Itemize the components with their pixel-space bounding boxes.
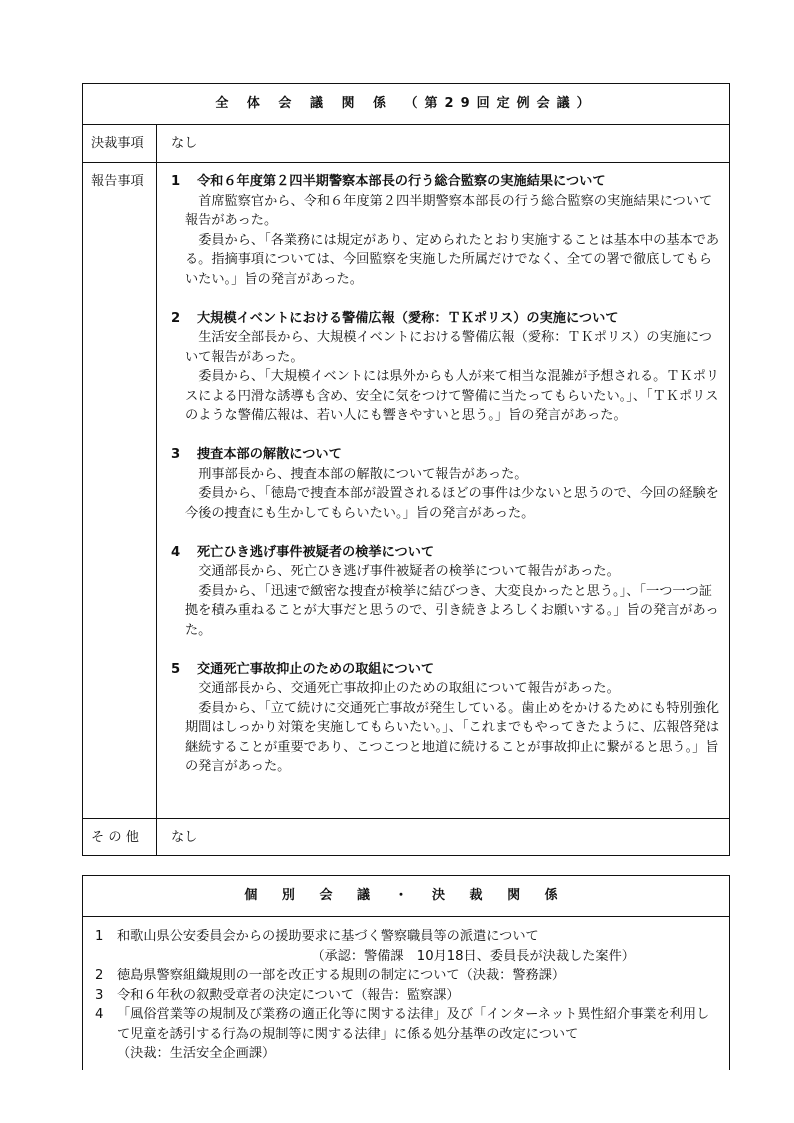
report-item <box>171 543 723 641</box>
report-item-paragraph: 交通部長から、交通死亡事故抑止のための取組について報告があった。 <box>198 681 620 696</box>
list-item-number: 1 <box>95 929 104 944</box>
list-item-text: 和歌山県公安委員会からの援助要求に基づく警察職員等の派遣について <box>117 929 539 944</box>
list-item-number: 2 <box>95 968 104 983</box>
list-item <box>91 966 721 986</box>
other-value: なし <box>171 830 198 845</box>
list-item-text: 「風俗営業等の規制及び業務の適正化等に関する法律」及び「インターネット異性紹介事業を利用して児童を誘引する行為の規制等に関する法律」に係る処分基準の改定について <box>117 1007 710 1042</box>
report-item-number: 1 <box>171 174 181 189</box>
decision-value: なし <box>171 136 198 151</box>
report-item-paragraph: 委員から、「各業務には規定があり、定められたとおり実施することは基本中の基本である。指摘事項については、今回監察を実施した所属だけでなく、全ての署で徹底してもらいたい。」旨の発言があった。 <box>185 232 720 287</box>
report-item-heading: 交通死亡事故抑止のための取組について <box>197 661 435 677</box>
report-item <box>171 445 723 523</box>
individual-title: 個 別 会 議 ・ 決 裁 関 係 <box>83 876 729 917</box>
list-item-text: 令和６年秋の叙勲受章者の決定について（報告：監察課） <box>117 987 460 1003</box>
plenary-title: 全 体 会 議 関 係 （第29回定例会議） <box>83 84 729 125</box>
report-item-paragraph: 交通部長から、死亡ひき逃げ事件被疑者の検挙について報告があった。 <box>198 564 620 579</box>
report-item <box>171 309 723 426</box>
report-item-number: 4 <box>171 544 181 560</box>
report-item-number: 3 <box>171 447 181 462</box>
list-item <box>91 927 721 966</box>
decision-label: 決裁事項 <box>83 125 157 162</box>
list-item-note: （承認：警備課 10月18日、委員長が決裁した案件） <box>311 948 635 964</box>
other-row <box>83 819 729 856</box>
report-item-number: 5 <box>171 661 181 677</box>
report-item-paragraph: 委員から、「徳島で捜査本部が設置されるほどの事件は少ないと思うので、今回の経験を今後の捜査にも生かしてもらいたい。」旨の発言があった。 <box>185 486 719 521</box>
report-item-paragraph: 委員から、「大規模イベントには県外からも人が来て相当な混雑が予想される。ＴＫポリスによる円滑な誘導も含め、安全に気をつけて警備に当たってもらいたい。」、「ＴＫポリスのような警備広報は、若い人にも響きやすいと思う。」旨の発言があった。 <box>185 369 720 423</box>
report-item-paragraph: 委員から、「迅速で緻密な捜査が検挙に結びつき、大変良かったと思う。」、「一つ一つ証拠を積み重ねることが大事だと思うので、引き続きよろしくお願いする。」旨の発言があった。 <box>185 583 719 638</box>
list-item-number: 4 <box>95 1007 104 1022</box>
report-label: 報告事項 <box>83 163 157 818</box>
list-item-number: 3 <box>95 987 104 1003</box>
individual-meeting-table <box>82 875 730 1070</box>
report-item-heading: 令和６年度第２四半期警察本部長の行う総合監察の実施結果について <box>197 174 606 189</box>
report-item <box>171 660 723 777</box>
list-item <box>91 1005 721 1064</box>
report-item-heading: 大規模イベントにおける警備広報（愛称：ＴＫポリス）の実施について <box>197 310 619 326</box>
report-item <box>171 172 723 289</box>
report-row <box>83 163 729 819</box>
plenary-meeting-table <box>82 83 730 856</box>
decision-list <box>83 917 729 1064</box>
list-item <box>91 986 721 1006</box>
report-item-heading: 捜査本部の解散について <box>197 447 342 462</box>
report-item-paragraph: 刑事部長から、捜査本部の解散について報告があった。 <box>198 466 528 482</box>
other-label: そ の 他 <box>83 819 157 856</box>
decision-row <box>83 125 729 163</box>
report-item-number: 2 <box>171 310 181 326</box>
report-item-heading: 死亡ひき逃げ事件被疑者の検挙について <box>197 544 435 560</box>
list-item-text: 徳島県警察組織規則の一部を改正する規則の制定について（決裁：警務課） <box>117 968 566 983</box>
report-item-paragraph: 生活安全部長から、大規模イベントにおける警備広報（愛称：ＴＫポリス）の実施について報告があった。 <box>185 330 712 365</box>
list-item-note: （決裁：生活安全企画課） <box>117 1046 276 1061</box>
report-item-paragraph: 委員から、「立て続けに交通死亡事故が発生している。歯止めをかけるためにも特別強化期間はしっかり対策を実施してもらいたい。」、「これまでもやってきたように、広報啓発は継続することが重要であり、こつこつと地道に続けることが事故抑止に繋がると思う。」旨の発言があった。 <box>185 700 720 774</box>
report-item-paragraph: 首席監察官から、令和６年度第２四半期警察本部長の行う総合監察の実施結果について報告があった。 <box>185 193 713 228</box>
